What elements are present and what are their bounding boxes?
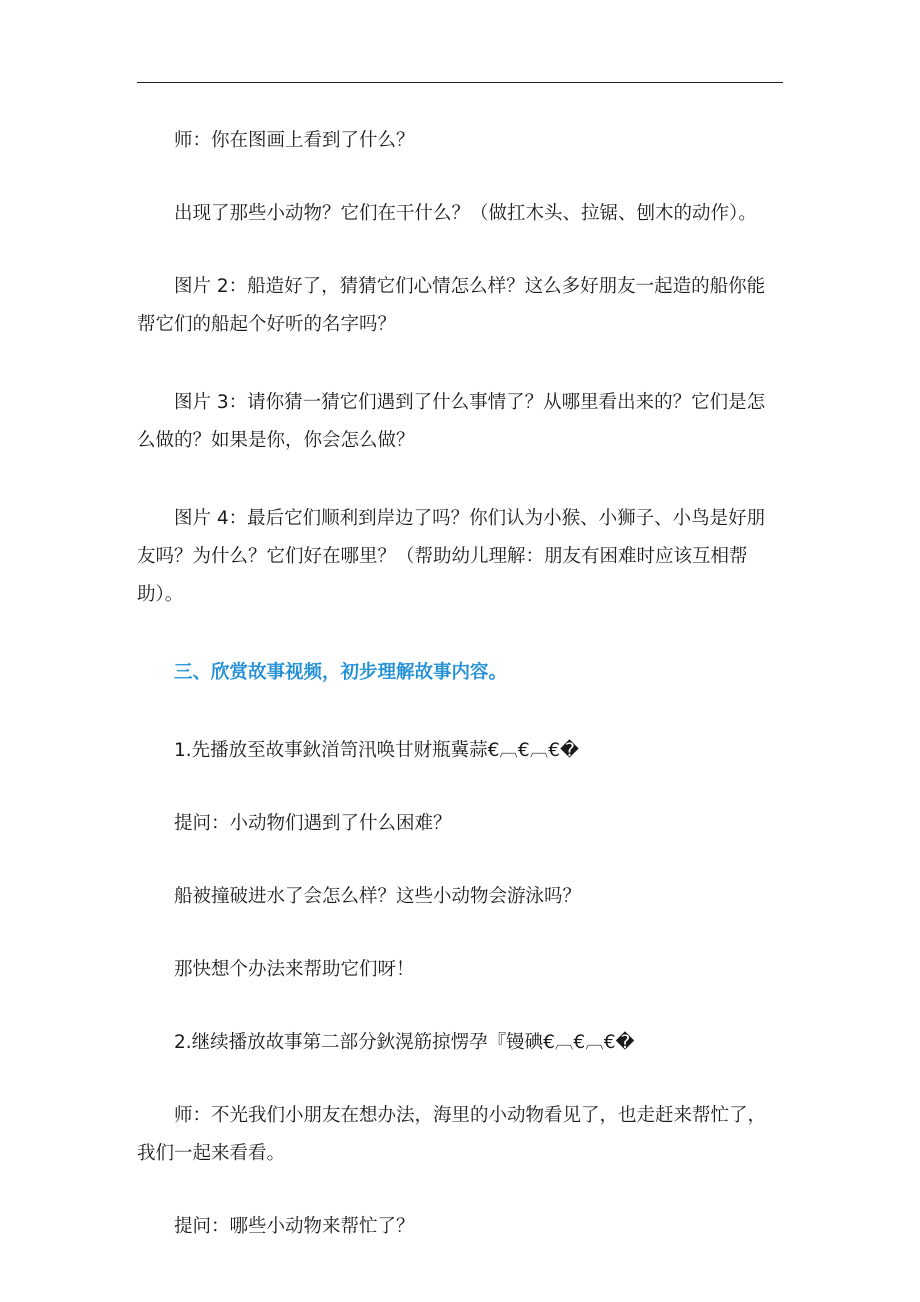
paragraph-step-2: 2.继续播放故事第二部分鈥滉筋掠愣孕『镘碘€︹€︹€� [174, 1032, 635, 1053]
header-rule [137, 82, 783, 83]
paragraph-help-them: 那快想个办法来帮助它们呀！ [174, 959, 415, 980]
paragraph-picture-3: 图片 3：请你猜一猜它们遇到了什么事情了？从哪里看出来的？它们是怎么做的？如果是你，你会怎么做？ [137, 392, 766, 451]
paragraph-picture-2: 图片 2：船造好了，猜猜它们心情怎么样？这么多好朋友一起造的船你能帮它们的船起个好听的名字吗？ [137, 276, 766, 335]
paragraph-step-1: 1.先播放至故事鈥渞笥汛唤甘财瓶冀蒜€︹€︹€� [174, 740, 579, 761]
paragraph-teacher-sea-animals: 师：不光我们小朋友在想办法，海里的小动物看见了，也走赶来帮忙了，我们一起来看看。 [137, 1105, 767, 1164]
paragraph-question-swim: 船被撞破进水了会怎么样？这些小动物会游泳吗？ [174, 886, 582, 907]
section-heading: 三、欣赏故事视频，初步理解故事内容。 [174, 662, 508, 683]
paragraph-animals-question: 出现了那些小动物？它们在干什么？（做扛木头、拉锯、刨木的动作）。 [174, 203, 757, 224]
paragraph-picture-4: 图片 4：最后它们顺利到岸边了吗？你们认为小猴、小狮子、小鸟是好朋友吗？为什么？它们好在哪里？（帮助幼儿理解：朋友有困难时应该互相帮助）。 [137, 508, 766, 605]
document-body [137, 122, 783, 1246]
paragraph-question-helpers: 提问：哪些小动物来帮忙了？ [174, 1216, 415, 1237]
paragraph-teacher-question: 师：你在图画上看到了什么？ [174, 130, 415, 151]
paragraph-question-difficulty: 提问：小动物们遇到了什么困难？ [174, 813, 452, 834]
